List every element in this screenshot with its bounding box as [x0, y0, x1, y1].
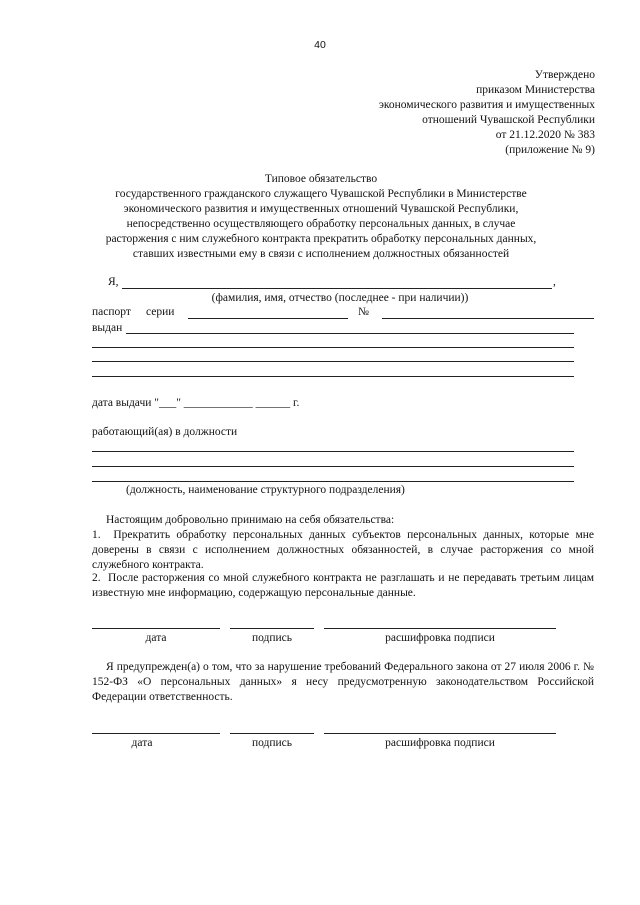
signature-decoding-field[interactable] — [324, 628, 556, 629]
passport-label: паспорт — [92, 306, 131, 318]
title-line: государственного гражданского служащего Чувашской Республики в Министерстве — [115, 188, 527, 200]
i-label: Я, — [108, 276, 119, 288]
title-line: Типовое обязательство — [264, 173, 378, 185]
approval-line: от 21.12.2020 № 383 — [495, 129, 595, 141]
approval-line: экономического развития и имущественных — [378, 99, 595, 111]
signature-decoding-field[interactable] — [324, 733, 556, 734]
page-number: 40 — [314, 39, 326, 51]
position-field[interactable] — [92, 451, 574, 452]
issued-label: выдан — [92, 322, 123, 334]
document-title — [60, 172, 582, 262]
signature-field[interactable] — [230, 628, 314, 629]
warning-text: Я предупрежден(а) о том, что за нарушение требований Федерального закона от 27 июля 2006 г. № 152-ФЗ «О персональных данных» я несу предусмотренную законодательством Российской Федерации ответственность. — [92, 661, 594, 703]
fio-caption: (фамилия, имя, отчество (последнее - при наличии)) — [211, 292, 469, 304]
decoding-caption: расшифровка подписи — [385, 632, 495, 644]
approval-line: приказом Министерства — [476, 84, 595, 96]
title-line: ставших известными ему в связи с исполнением должностных обязанностей — [132, 248, 510, 260]
obligations-intro: Настоящим добровольно принимаю на себя обязательства: — [106, 514, 395, 526]
position-caption: (должность, наименование структурного подразделения) — [126, 484, 405, 496]
decoding-caption: расшифровка подписи — [385, 737, 495, 749]
date-caption: дата — [145, 632, 167, 644]
issue-date-label[interactable]: дата выдачи "___" ____________ ______ г. — [92, 397, 300, 409]
issued-by-field[interactable] — [126, 333, 574, 334]
signature-field[interactable] — [230, 733, 314, 734]
signature-caption: подпись — [251, 632, 293, 644]
issued-by-field[interactable] — [92, 361, 574, 362]
title-line: непосредственно осуществляющего обработку персональных данных, в случае — [126, 218, 516, 230]
number-label: № — [358, 306, 369, 318]
date-field[interactable] — [92, 733, 220, 734]
approval-line: Утверждено — [534, 69, 595, 81]
position-field[interactable] — [92, 481, 574, 482]
obligation-item-1: 1. Прекратить обработку персональных данных субъектов персональных данных, которые мне доверены в связи с исполнением должностных обязанностей, в случае расторжения со мной служебного контракта. — [92, 529, 594, 571]
position-label: работающий(ая) в должности — [92, 426, 238, 438]
title-line: расторжения с ним служебного контракта прекратить обработку персональных данных, — [105, 233, 537, 245]
passport-number-field[interactable] — [382, 318, 594, 319]
approval-block — [235, 68, 595, 158]
title-line: экономического развития и имущественных отношений Чувашской Республики, — [123, 203, 519, 215]
approval-line: отношений Чувашской Республики — [422, 114, 595, 126]
signature-caption: подпись — [251, 737, 293, 749]
date-field[interactable] — [92, 628, 220, 629]
approval-line: (приложение № 9) — [505, 144, 595, 156]
obligation-item-2: 2. После расторжения со мной служебного контракта не разглашать и не передавать третьим лицам известную мне информацию, содержащую персональные данные. — [92, 572, 594, 599]
position-field[interactable] — [92, 466, 574, 467]
date-caption: дата — [131, 737, 153, 749]
series-label: серии — [146, 306, 175, 318]
issued-by-field[interactable] — [92, 347, 574, 348]
issued-by-field[interactable] — [92, 376, 574, 377]
comma: , — [553, 276, 556, 288]
fio-field[interactable] — [122, 288, 552, 289]
passport-series-field[interactable] — [188, 318, 348, 319]
